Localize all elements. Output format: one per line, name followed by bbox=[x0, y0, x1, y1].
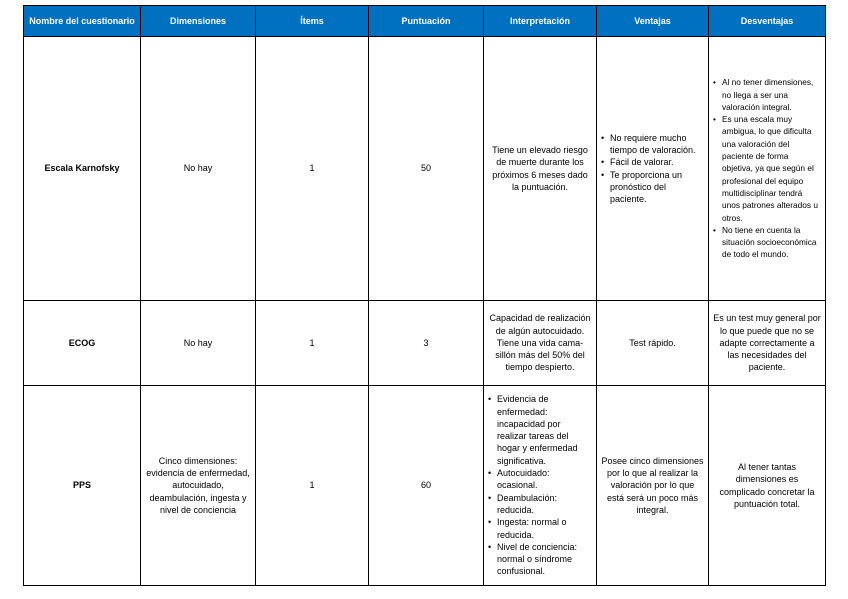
row-items: 1 bbox=[256, 386, 369, 586]
table-row bbox=[24, 386, 826, 586]
header-disadvantages: Desventajas bbox=[709, 6, 826, 37]
header-items: Ítems bbox=[256, 6, 369, 37]
list-item: • No requiere mucho tiempo de valoración. bbox=[610, 132, 704, 157]
row-advantages bbox=[597, 37, 709, 301]
header-advantages: Ventajas bbox=[597, 6, 709, 37]
list-item: • Evidencia de enfermedad: incapacidad por realizar tareas del hogar y enfermedad significativa. bbox=[497, 393, 592, 467]
disadvantages-list bbox=[713, 76, 821, 260]
list-item: • Ingesta: normal o reducida. bbox=[497, 516, 592, 541]
list-item: • Fácil de valorar. bbox=[610, 156, 704, 168]
list-item: • Te proporciona un pronóstico del paciente. bbox=[610, 169, 704, 206]
advantages-list bbox=[601, 132, 704, 206]
row-dimensions: Cinco dimensiones: evidencia de enfermedad, autocuidado, deambulación, ingesta y nivel de conciencia bbox=[141, 386, 256, 586]
header-score: Puntuación bbox=[369, 6, 484, 37]
list-item: • Nivel de conciencia: normal o síndrome confusional. bbox=[497, 541, 592, 578]
row-name: Escala Karnofsky bbox=[24, 37, 141, 301]
list-item: • Autocuidado: ocasional. bbox=[497, 467, 592, 492]
list-item: • No tiene en cuenta la situación socioeconómica de todo el mundo. bbox=[722, 224, 821, 261]
list-item: • Al no tener dimensiones, no llega a ser una valoración integral. bbox=[722, 76, 821, 113]
row-items: 1 bbox=[256, 37, 369, 301]
table-row bbox=[24, 301, 826, 386]
row-disadvantages bbox=[709, 37, 826, 301]
header-row bbox=[24, 6, 826, 37]
row-score: 3 bbox=[369, 301, 484, 386]
row-items: 1 bbox=[256, 301, 369, 386]
row-name: PPS bbox=[24, 386, 141, 586]
table-row bbox=[24, 37, 826, 301]
list-item: • Es una escala muy ambigua, lo que dificulta una valoración del paciente de forma objetiva, ya que según el profesional del equipo multidisciplinar tendrá unos patrones alterados u otros. bbox=[722, 113, 821, 224]
row-advantages: Posee cinco dimensiones por lo que al realizar la valoración por lo que está será un poco más integral. bbox=[597, 386, 709, 586]
row-disadvantages: Es un test muy general por lo que puede que no se adapte correctamente a las necesidades del paciente. bbox=[709, 301, 826, 386]
row-interpretation: Capacidad de realización de algún autocuidado. Tiene una vida cama-sillón más del 50% del tiempo despierto. bbox=[484, 301, 597, 386]
row-interpretation bbox=[484, 386, 597, 586]
comparison-table-container bbox=[23, 5, 826, 586]
header-interpretation: Interpretación bbox=[484, 6, 597, 37]
header-name: Nombre del cuestionario bbox=[24, 6, 141, 37]
row-disadvantages: Al tener tantas dimensiones es complicado concretar la puntuación total. bbox=[709, 386, 826, 586]
questionnaire-comparison-table bbox=[23, 5, 826, 586]
row-score: 50 bbox=[369, 37, 484, 301]
row-score: 60 bbox=[369, 386, 484, 586]
header-dimensions: Dimensiones bbox=[141, 6, 256, 37]
row-advantages: Test rápido. bbox=[597, 301, 709, 386]
row-dimensions: No hay bbox=[141, 301, 256, 386]
row-interpretation: Tiene un elevado riesgo de muerte durante los próximos 6 meses dado la puntuación. bbox=[484, 37, 597, 301]
list-item: • Deambulación: reducida. bbox=[497, 492, 592, 517]
interpretation-list bbox=[488, 393, 592, 577]
row-name: ECOG bbox=[24, 301, 141, 386]
row-dimensions: No hay bbox=[141, 37, 256, 301]
